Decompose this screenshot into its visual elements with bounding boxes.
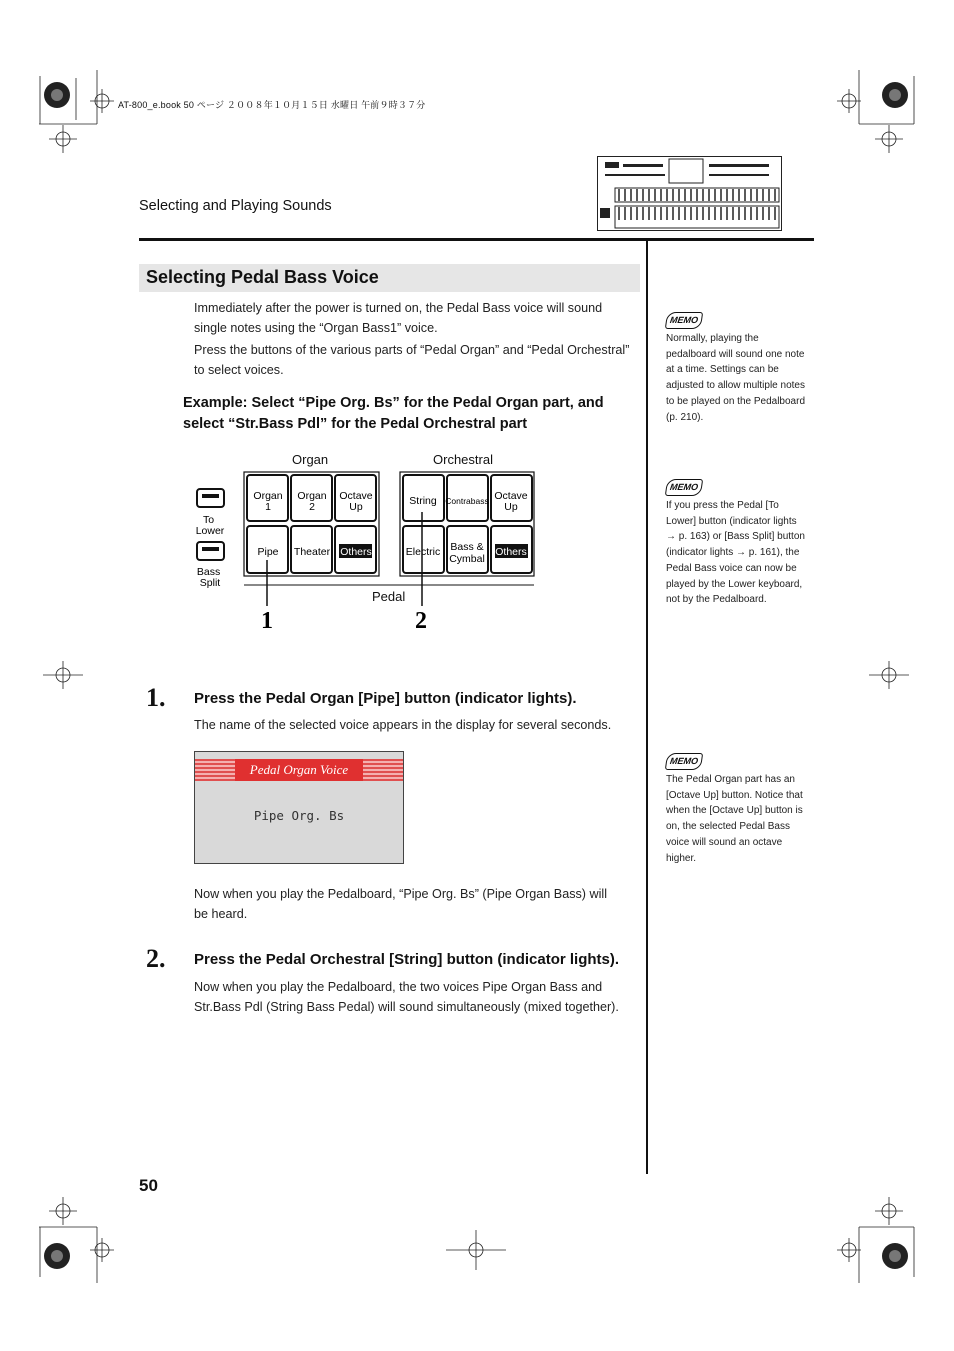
text-line: Now when you play the Pedalboard, “Pipe Org. Bs” (Pipe Organ Bass) will	[194, 887, 607, 901]
crosshair-mark	[90, 1238, 114, 1262]
running-header: Selecting and Playing Sounds	[139, 198, 332, 214]
section-title: Selecting Pedal Bass Voice	[146, 267, 379, 287]
page-number: 50	[139, 1176, 158, 1195]
organ-2-button[interactable]	[291, 475, 332, 521]
text-line: to select voices.	[194, 363, 284, 377]
to-lower-label: To	[202, 514, 215, 526]
example-heading	[183, 393, 623, 435]
callout-1: 1	[261, 608, 273, 634]
bass-split-label: Split	[199, 577, 221, 589]
crosshair-mark	[446, 1230, 506, 1270]
memo-note	[666, 753, 811, 866]
svg-text:OctaveUp: Octave Up	[494, 490, 528, 513]
lcd-banner-title: Pedal Organ Voice	[235, 759, 363, 781]
paragraph	[194, 977, 634, 1017]
pedal-button-diagram	[190, 448, 540, 638]
crosshair-mark	[43, 661, 83, 689]
step-number: 2.	[146, 944, 166, 973]
svg-text:Organ1: Organ 1	[253, 490, 283, 513]
lcd-banner	[195, 759, 403, 781]
svg-text:Bass Split	[197, 566, 223, 589]
string-button[interactable]	[403, 475, 444, 521]
organ-panel-thumbnail-icon	[597, 156, 783, 232]
text-line: Str.Bass Pdl (String Bass Pedal) will sound simultaneously (mixed together).	[194, 1000, 619, 1014]
svg-text:To Lower	[196, 514, 225, 537]
crosshair-mark	[837, 1238, 861, 1262]
crosshair-mark	[49, 1197, 77, 1225]
to-lower-button[interactable]	[197, 489, 224, 507]
organ-others-button[interactable]	[335, 526, 376, 573]
crosshair-mark	[90, 89, 114, 113]
svg-text:Others: Others	[495, 546, 527, 558]
header-rule	[139, 238, 814, 241]
lcd-display	[194, 751, 404, 864]
memo-text: Normally, playing the pedalboard will sound one note at a time. Settings can be adjusted to allow multiple notes to be played on the Pedalboard (p. 210).	[666, 333, 805, 423]
paragraph	[194, 884, 634, 924]
svg-text:Others: Others	[340, 546, 372, 558]
electric-button[interactable]	[403, 526, 444, 573]
bass-split-label: Bass	[196, 566, 221, 578]
memo-text: The Pedal Organ part has an [Octave Up] button. Notice that when the [Octave Up] button is on, the selected Pedal Bass voice will sound an octave higher.	[666, 774, 803, 864]
organ-group-label: Organ	[292, 452, 329, 467]
to-lower-label: Lower	[195, 525, 225, 537]
crosshair-mark	[875, 125, 903, 153]
step-description: The name of the selected voice appears in the display for several seconds.	[194, 718, 612, 732]
print-info: AT-800_e.book 50 ページ ２００８年１０月１５日 水曜日 午前９時３７分	[118, 100, 426, 110]
text-line: be heard.	[194, 907, 248, 921]
example-line: select “Str.Bass Pdl” for the Pedal Orchestral part	[183, 416, 528, 432]
intro-paragraph	[194, 298, 634, 380]
organ-1-button[interactable]	[247, 475, 288, 521]
text-line: Now when you play the Pedalboard, the two voices Pipe Organ Bass and	[194, 980, 603, 994]
pedal-label: Pedal	[372, 589, 406, 604]
bass-cymbal-button[interactable]	[447, 526, 488, 573]
orchestral-group-label: Orchestral	[433, 452, 493, 467]
svg-text:Organ2: Organ 2	[297, 490, 327, 513]
text-line: Press the buttons of the various parts of “Pedal Organ” and “Pedal Orchestral”	[194, 343, 630, 357]
crosshair-mark	[837, 89, 861, 113]
theater-button[interactable]	[291, 526, 332, 573]
example-line: Example: Select “Pipe Org. Bs” for the Pedal Organ part, and	[183, 395, 604, 411]
memo-text: If you press the Pedal [To Lower] button (indicator lights → p. 163) or [Bass Split] button (indicator lights → p. 161), the Pedal Bass voice can now be played by the Lower keyboard, not by the Pedalboard.	[666, 500, 805, 606]
step-title: Press the Pedal Organ [Pipe] button (indicator lights).	[194, 690, 577, 707]
text-line: Immediately after the power is turned on, the Pedal Bass voice will sound	[194, 301, 603, 315]
memo-icon: MEMO	[665, 753, 703, 770]
crosshair-mark	[49, 125, 77, 153]
svg-text:OctaveUp: Octave Up	[339, 490, 373, 513]
step-title: Press the Pedal Orchestral [String] button (indicator lights).	[194, 951, 620, 968]
memo-icon: MEMO	[665, 312, 703, 329]
orch-octave-up-button[interactable]	[491, 475, 532, 521]
svg-text:String: String	[409, 495, 437, 507]
text-line: single notes using the “Organ Bass1” voice.	[194, 321, 438, 335]
callout-2: 2	[415, 608, 427, 634]
memo-note	[666, 312, 811, 425]
bass-split-button[interactable]	[197, 542, 224, 560]
svg-text:Pipe: Pipe	[257, 546, 279, 558]
svg-text:Bass &Cymbal: Bass & Cymbal	[449, 541, 485, 565]
crosshair-mark	[869, 661, 909, 689]
step-number: 1.	[146, 683, 166, 712]
lcd-voice-name: Pipe Org. Bs	[253, 808, 345, 823]
target-circle-mark	[44, 82, 908, 1269]
contrabass-button[interactable]	[445, 475, 488, 521]
column-divider	[646, 240, 648, 1174]
svg-text:Contrabass: Contrabass	[445, 496, 489, 506]
memo-icon: MEMO	[665, 479, 703, 496]
organ-octave-up-button[interactable]	[335, 475, 376, 521]
orch-others-button[interactable]	[491, 526, 532, 573]
svg-text:Theater: Theater	[293, 546, 331, 558]
svg-text:Electric: Electric	[405, 546, 441, 558]
crosshair-mark	[875, 1197, 903, 1225]
memo-note	[666, 479, 811, 608]
